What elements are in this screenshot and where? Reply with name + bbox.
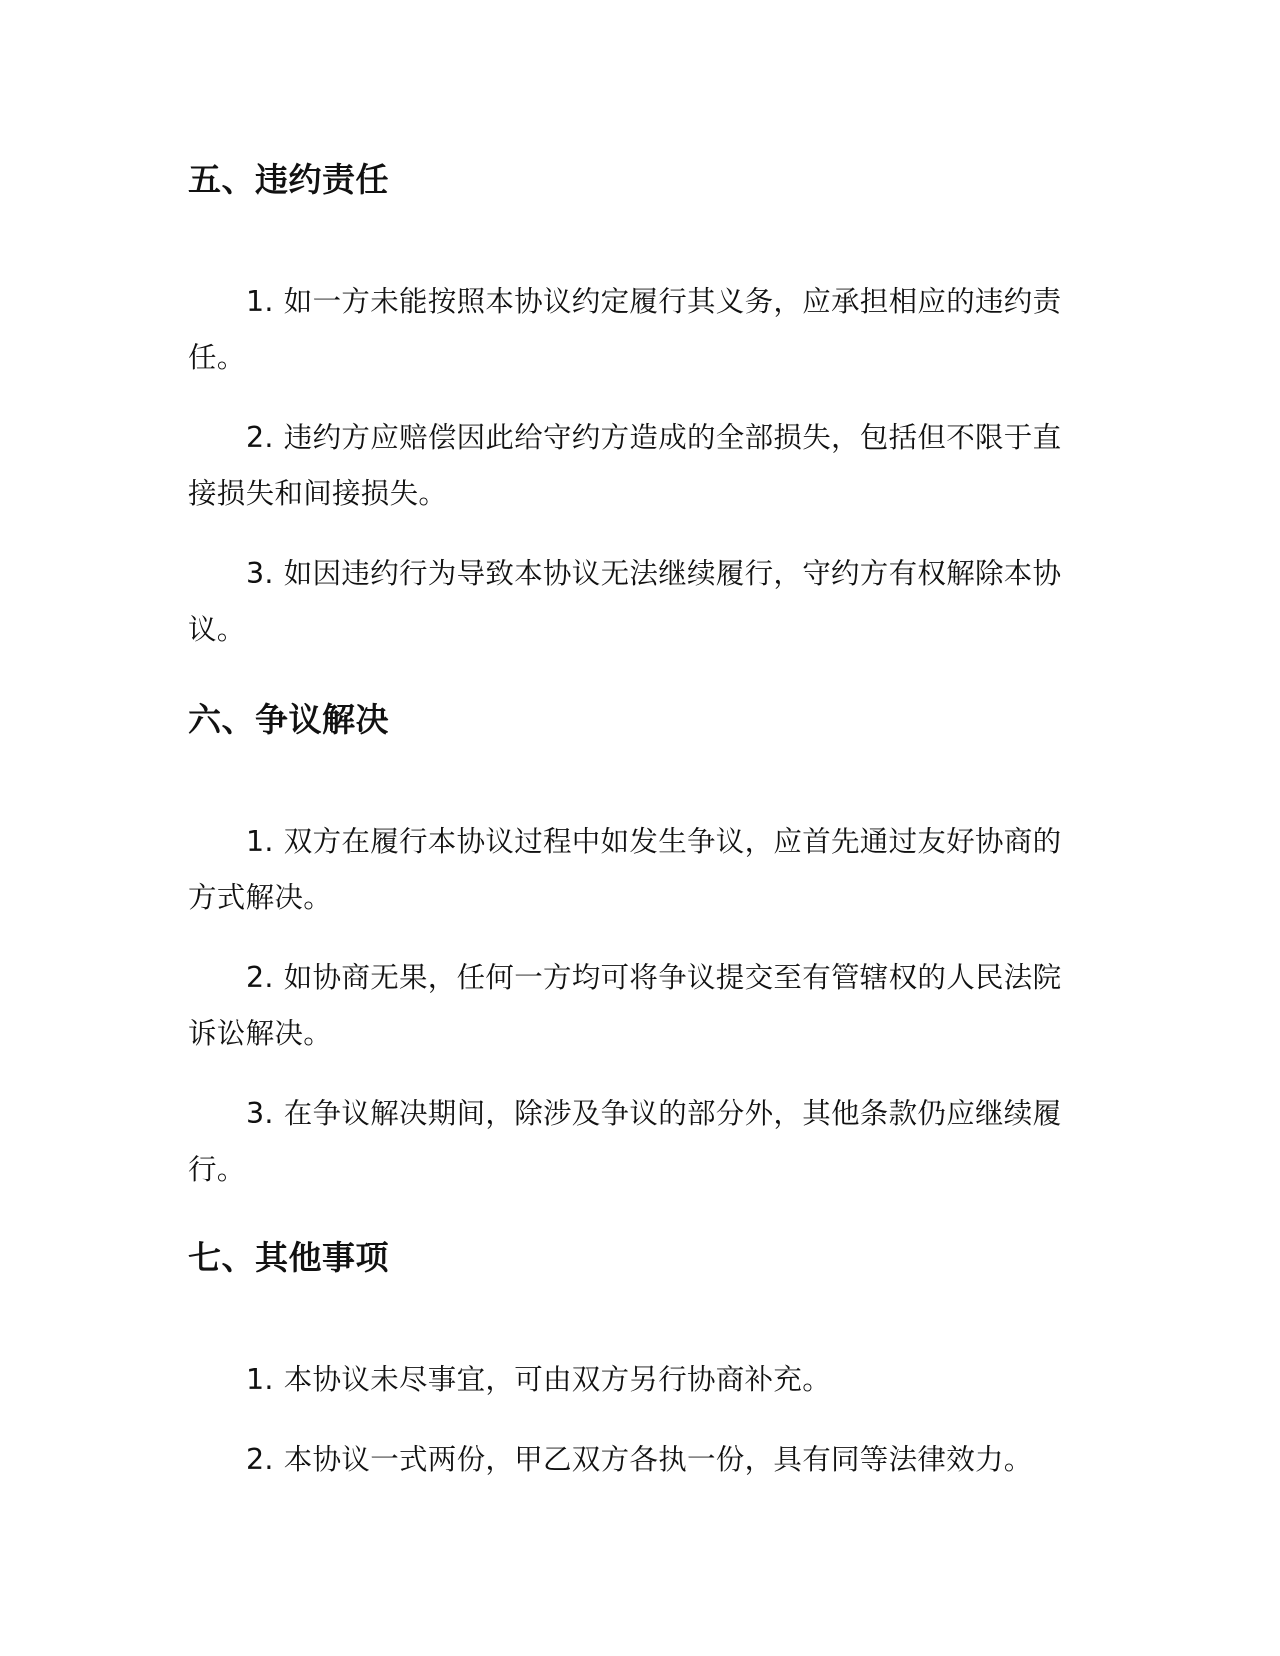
clause-item <box>188 1086 1072 1198</box>
section-title: 六、争议解决 <box>188 700 389 739</box>
clause-list <box>188 1352 1072 1488</box>
section-other-matters <box>188 1236 1072 1476</box>
clause-text: 双方在履行本协议过程中如发生争议，应首先通过友好协商的方式解决。 <box>188 825 1062 914</box>
clause-text: 在争议解决期间，除涉及争议的部分外，其他条款仍应继续履行。 <box>188 1097 1062 1186</box>
clause-text: 违约方应赔偿因此给守约方造成的全部损失，包括但不限于直接损失和间接损失。 <box>188 421 1062 510</box>
clause-number: 1. <box>246 825 274 858</box>
clause-item <box>188 546 1072 658</box>
clause-number: 3. <box>246 557 274 590</box>
clause-item <box>188 1352 1072 1408</box>
clause-number: 1. <box>246 285 274 318</box>
clause-item <box>188 814 1072 926</box>
clause-text: 如一方未能按照本协议约定履行其义务，应承担相应的违约责任。 <box>188 285 1062 374</box>
clause-item <box>188 274 1072 386</box>
clause-number: 3. <box>246 1097 274 1130</box>
clause-list <box>188 274 1072 658</box>
section-dispute-resolution <box>188 698 1072 1186</box>
clause-text: 如协商无果，任何一方均可将争议提交至有管辖权的人民法院诉讼解决。 <box>188 961 1062 1050</box>
clause-number: 2. <box>246 421 274 454</box>
clause-item <box>188 1432 1072 1488</box>
clause-number: 1. <box>246 1363 274 1396</box>
section-breach-liability <box>188 158 1072 646</box>
section-title: 五、违约责任 <box>188 160 389 199</box>
clause-text: 如因违约行为导致本协议无法继续履行，守约方有权解除本协议。 <box>188 557 1062 646</box>
clause-number: 2. <box>246 961 274 994</box>
clause-number: 2. <box>246 1443 274 1476</box>
clause-list <box>188 814 1072 1198</box>
clause-item <box>188 410 1072 522</box>
clause-text: 本协议未尽事宜，可由双方另行协商补充。 <box>283 1363 831 1396</box>
clause-text: 本协议一式两份，甲乙双方各执一份，具有同等法律效力。 <box>283 1443 1033 1476</box>
section-title: 七、其他事项 <box>188 1238 389 1277</box>
clause-item <box>188 950 1072 1062</box>
